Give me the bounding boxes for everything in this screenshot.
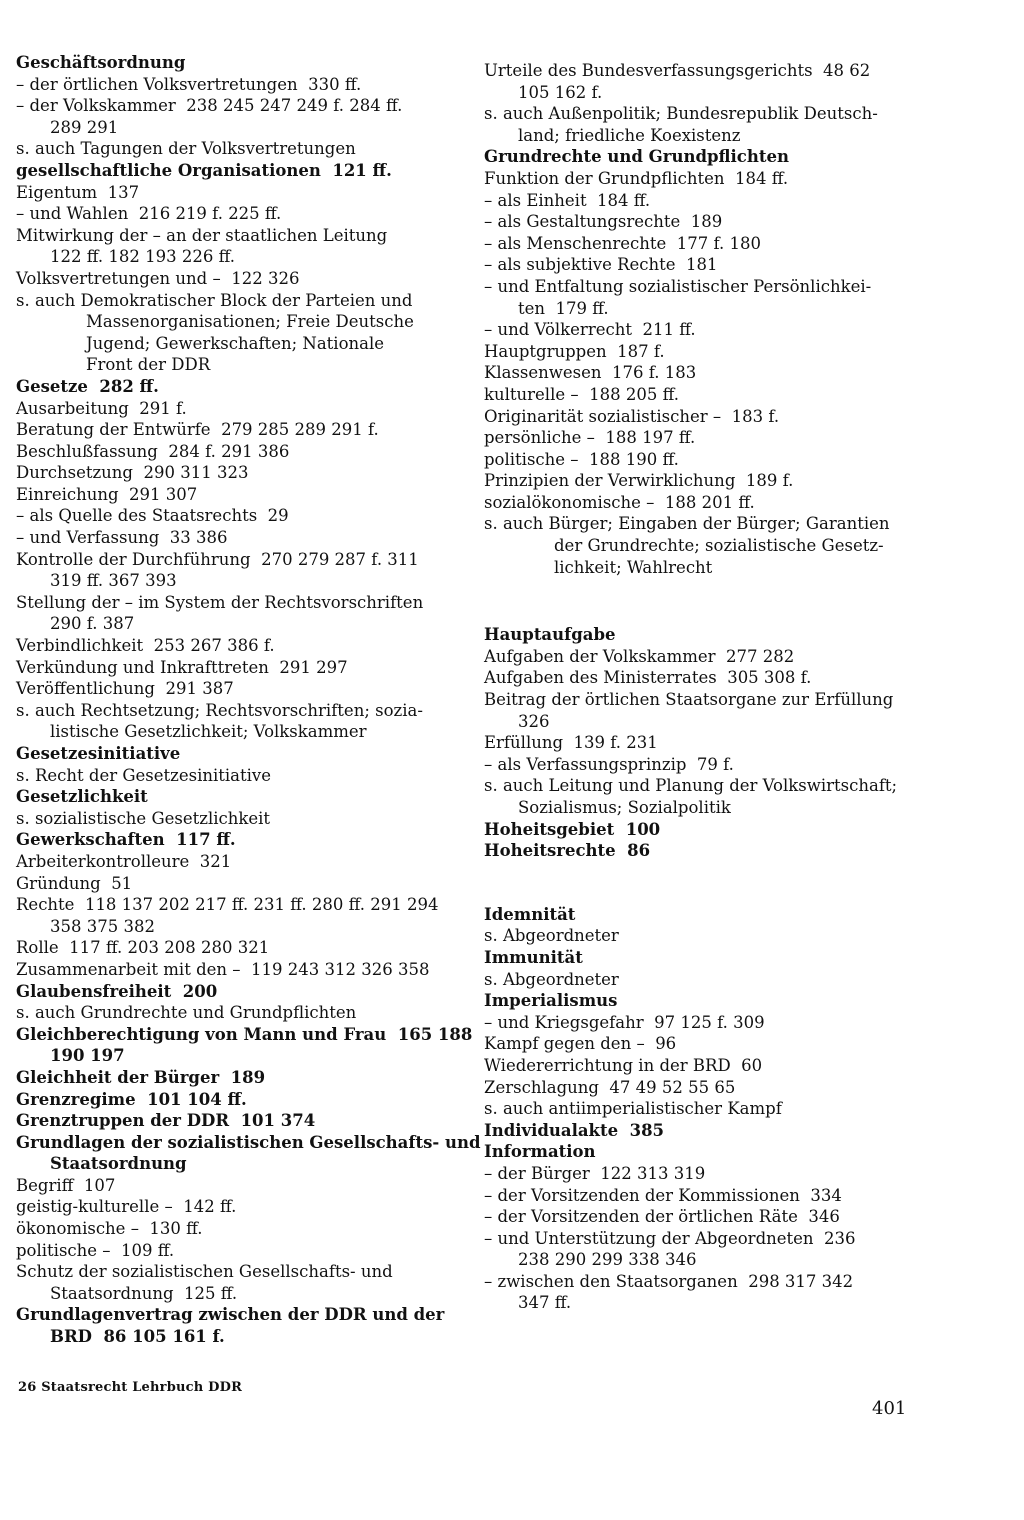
index-entry: s. sozialistische Gesetzlichkeit [16,808,271,828]
index-entry: 290 f. 387 [50,614,135,634]
index-section-g-continued [484,60,944,578]
index-entry: Gründung 51 [16,873,133,893]
index-entry: 289 291 [50,117,119,137]
index-entry: Kampf gegen den – 96 [484,1034,677,1054]
index-entry: der Grundrechte; sozialistische Gesetz- [554,536,884,556]
index-heading: Gleichberechtigung von Mann und Frau 165 188 [16,1024,473,1044]
index-entry: s. Abgeordneter [484,969,619,989]
index-entry: Beitrag der örtlichen Staatsorgane zur Erfüllung [484,690,894,710]
index-heading: Gleichheit der Bürger 189 [16,1067,266,1087]
footer-signature: 26 Staatsrecht Lehrbuch DDR [18,1380,243,1395]
index-entry: s. auch Außenpolitik; Bundesrepublik Deutsch- [484,104,878,124]
index-entry: kulturelle – 188 205 ff. [484,384,679,404]
index-entry: Hauptgruppen 187 f. [484,341,665,361]
index-entry: sozialökonomische – 188 201 ff. [484,492,755,512]
index-entry: 122 ff. 182 193 226 ff. [50,247,235,267]
index-entry: Aufgaben des Ministerrates 305 308 f. [484,668,812,688]
index-entry: Eigentum 137 [16,182,140,202]
index-entry: s. auch Leitung und Planung der Volkswirtschaft; [484,776,898,796]
index-entry: Schutz der sozialistischen Gesellschafts- und [16,1262,393,1282]
index-entry: Staatsordnung 125 ff. [50,1283,238,1303]
index-entry: Urteile des Bundesverfassungsgerichts 48 62 [484,61,871,80]
index-heading: Staatsordnung [50,1154,187,1174]
index-entry: – und Verfassung 33 386 [16,528,228,548]
index-entry: – als Verfassungsprinzip 79 f. [484,754,734,774]
index-entry: s. auch antiimperialistischer Kampf [484,1099,782,1119]
index-entry: Zusammenarbeit mit den – 119 243 312 326 358 [16,959,430,979]
index-entry: ten 179 ff. [518,298,609,318]
index-heading: Grenzregime 101 104 ff. [16,1089,247,1109]
index-entry: s. auch Demokratischer Block der Parteien und [16,290,413,310]
index-entry: – und Wahlen 216 219 f. 225 ff. [16,204,282,224]
index-entry: – zwischen den Staatsorganen 298 317 342 [484,1271,854,1291]
index-heading: Hauptaufgabe [484,625,616,645]
index-entry: Durchsetzung 290 311 323 [16,463,249,483]
index-entry: – und Kriegsgefahr 97 125 f. 309 [484,1012,765,1032]
index-entry: – als subjektive Rechte 181 [484,255,718,275]
index-entry: Massenorganisationen; Freie Deutsche [86,312,414,332]
index-entry: Rolle 117 ff. 203 208 280 321 [16,938,270,958]
index-entry: Verkündung und Inkrafttreten 291 297 [16,657,348,677]
index-heading: Geschäftsordnung [16,53,186,72]
index-entry: Klassenwesen 176 f. 183 [484,363,697,383]
index-entry: – der Vorsitzenden der örtlichen Räte 346 [484,1207,840,1227]
index-entry: Mitwirkung der – an der staatlichen Leitung [16,225,388,245]
index-entry: Wiedererrichtung in der BRD 60 [484,1055,763,1075]
index-heading: BRD 86 105 161 f. [50,1327,225,1347]
index-column-right [484,60,944,1314]
index-heading: Glaubensfreiheit 200 [16,981,218,1001]
index-entry: Arbeiterkontrolleure 321 [16,851,232,871]
index-entry: s. auch Tagungen der Volksvertretungen [16,139,356,159]
index-entry: Kontrolle der Durchführung 270 279 287 f. 311 [16,549,419,569]
index-entry: 358 375 382 [50,916,155,936]
index-entry: – und Völkerrecht 211 ff. [484,320,696,340]
index-entry: s. auch Rechtsetzung; Rechtsvorschriften; sozia- [16,700,423,720]
index-entry: Volksvertretungen und – 122 326 [16,268,300,288]
index-heading: Gewerkschaften 117 ff. [16,830,236,850]
index-entry: – und Entfaltung sozialistischer Persönlichkei- [484,276,872,296]
index-heading: 190 197 [50,1046,125,1066]
index-entry: Funktion der Grundpflichten 184 ff. [484,168,789,188]
index-entry: 347 ff. [518,1293,572,1313]
index-entry: politische – 188 190 ff. [484,449,679,469]
index-heading: Idemnität [484,904,576,924]
index-entry: listische Gesetzlichkeit; Volkskammer [50,722,367,742]
index-entry: 238 290 299 338 346 [518,1250,697,1270]
index-heading: Information [484,1142,596,1162]
index-heading: Individualakte 385 [484,1120,665,1140]
index-entry: – der Volkskammer 238 245 247 249 f. 284 ff. [16,96,403,116]
index-column-left [16,52,481,1348]
index-entry: Beschlußfassung 284 f. 291 386 [16,441,290,461]
index-entry: Sozialismus; Sozialpolitik [518,798,731,817]
index-heading: Hoheitsrechte 86 [484,841,651,861]
index-entry: s. Recht der Gesetzesinitiative [16,765,272,785]
index-heading: Gesetzlichkeit [16,787,148,807]
index-entry: Prinzipien der Verwirklichung 189 f. [484,471,794,491]
index-section-h [484,624,944,862]
index-entry: Begriff 107 [16,1175,116,1195]
index-entry: land; friedliche Koexistenz [518,125,741,145]
index-heading: Grundlagenvertrag zwischen der DDR und der [16,1305,445,1325]
index-entry: – als Einheit 184 ff. [484,190,651,210]
page-number: 401 [872,1398,907,1419]
index-entry: Stellung der – im System der Rechtsvorschriften [16,592,424,612]
index-entry: – als Menschenrechte 177 f. 180 [484,233,761,253]
index-entry: – der Vorsitzenden der Kommissionen 334 [484,1185,842,1205]
index-entry: Aufgaben der Volkskammer 277 282 [484,646,795,666]
index-section-i [484,904,944,1314]
index-entry: – als Gestaltungsrechte 189 [484,212,723,232]
index-entry: 326 [518,711,550,731]
index-entry: Originarität sozialistischer – 183 f. [484,406,780,426]
index-heading: Gesetzesinitiative [16,744,181,763]
section-gap [484,578,944,624]
index-entry: lichkeit; Wahlrecht [554,557,713,577]
index-entry: 319 ff. 367 393 [50,571,177,591]
index-heading: Grundrechte und Grundpflichten [484,147,789,167]
index-entry: – als Quelle des Staatsrechts 29 [16,506,289,526]
index-entry: – der örtlichen Volksvertretungen 330 ff. [16,74,362,94]
index-heading: Hoheitsgebiet 100 [484,819,661,839]
index-entry: Veröffentlichung 291 387 [16,679,234,699]
index-entry: – und Unterstützung der Abgeordneten 236 [484,1228,856,1248]
index-entry: Beratung der Entwürfe 279 285 289 291 f. [16,420,379,440]
index-entry: s. auch Bürger; Eingaben der Bürger; Garantien [484,514,890,534]
index-entry: s. Abgeordneter [484,926,619,946]
index-entry: s. auch Grundrechte und Grundpflichten [16,1003,357,1023]
index-entry: – der Bürger 122 313 319 [484,1163,706,1183]
index-entry: 105 162 f. [518,82,603,102]
index-heading: Grundlagen der sozialistischen Gesellschafts- und [16,1132,481,1152]
index-entry: persönliche – 188 197 ff. [484,428,696,448]
index-entry: Jugend; Gewerkschaften; Nationale [86,333,385,353]
index-entry: Erfüllung 139 f. 231 [484,733,658,753]
index-entry: politische – 109 ff. [16,1240,175,1260]
index-entry: Einreichung 291 307 [16,484,198,504]
index-entry: Rechte 118 137 202 217 ff. 231 ff. 280 ff. 291 294 [16,895,439,915]
index-heading: Grenztruppen der DDR 101 374 [16,1111,316,1131]
section-gap [484,862,944,904]
index-entry: Ausarbeitung 291 f. [16,398,187,418]
index-heading: Imperialismus [484,991,618,1011]
index-entry: ökonomische – 130 ff. [16,1219,203,1239]
index-heading: Gesetze 282 ff. [16,376,159,396]
index-heading: Immunität [484,947,583,967]
index-heading: gesellschaftliche Organisationen 121 ff. [16,160,392,180]
index-entry: Front der DDR [86,355,211,375]
index-entry: Verbindlichkeit 253 267 386 f. [16,636,275,656]
index-entry: geistig-kulturelle – 142 ff. [16,1197,237,1217]
index-entry: Zerschlagung 47 49 52 55 65 [484,1077,736,1097]
